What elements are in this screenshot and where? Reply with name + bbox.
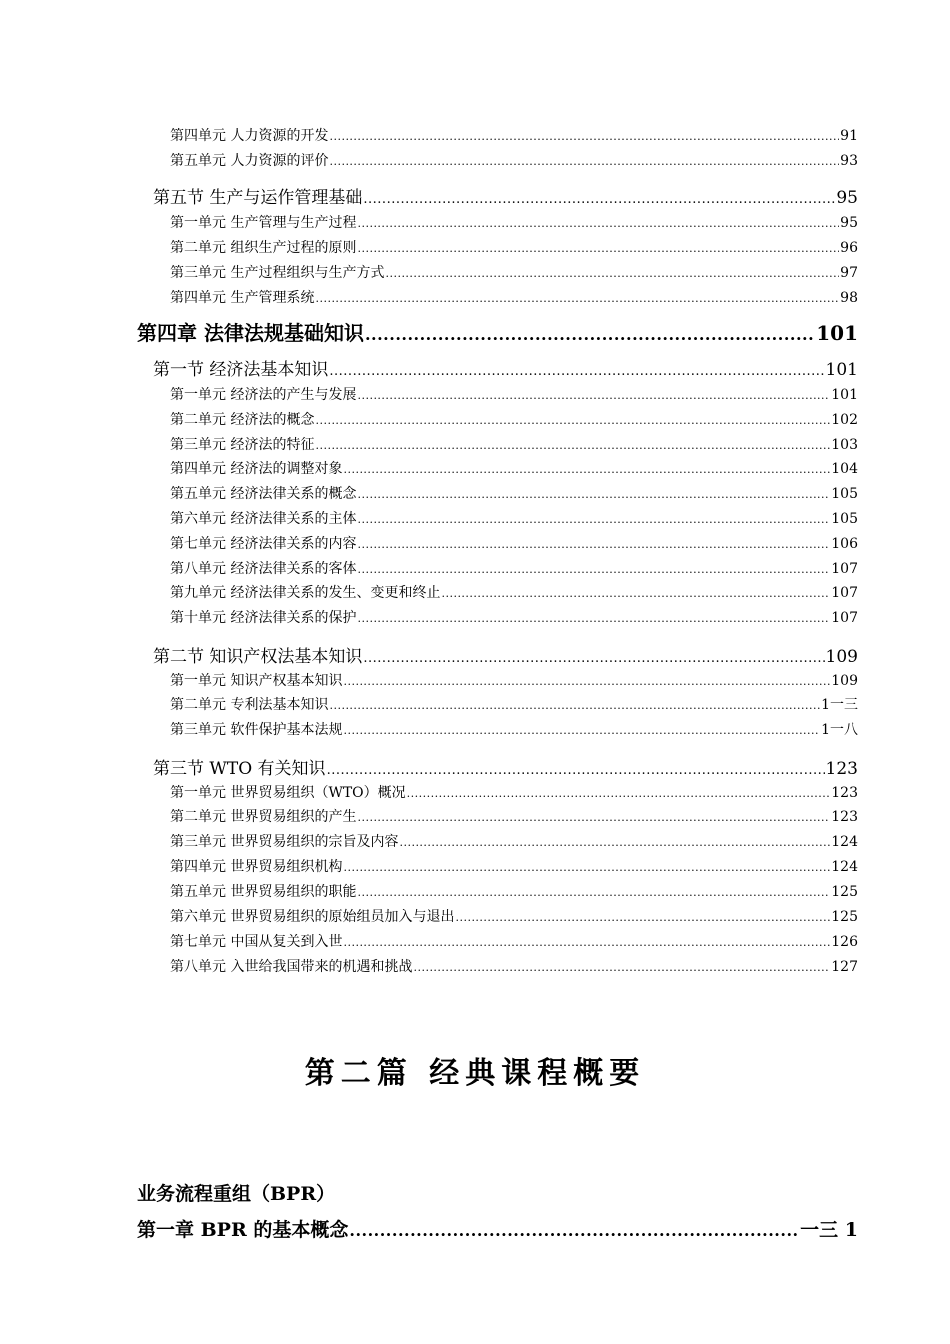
toc-entry-unit[interactable] — [170, 534, 858, 554]
toc-entry-unit[interactable] — [170, 559, 858, 579]
toc-entry-label: 第二节 知识产权法基本知识 — [153, 647, 363, 667]
toc-leader-dots — [343, 721, 820, 741]
toc-entry-unit[interactable] — [170, 459, 858, 479]
toc-entry-unit[interactable] — [170, 484, 858, 504]
toc-entry-label: 第四单元 生产管理系统 — [170, 290, 315, 306]
toc-entry-section[interactable] — [153, 645, 858, 669]
toc-entry-page: 93 — [840, 153, 858, 169]
toc-leader-dots — [327, 759, 825, 783]
toc-leader-dots — [365, 321, 815, 349]
toc-leader-dots — [455, 908, 830, 928]
toc-entry-page: 91 — [840, 128, 858, 144]
toc-entry-page: 1一三 — [821, 697, 858, 713]
toc-entry-label: 第五节 生产与运作管理基础 — [153, 188, 363, 208]
toc-entry-page: 101 — [825, 360, 858, 380]
toc-entry-label: 第五单元 世界贸易组织的职能 — [170, 884, 357, 900]
toc-entry-page: 125 — [831, 884, 858, 900]
toc-entry-label: 第八单元 入世给我国带来的机遇和挑战 — [170, 959, 413, 975]
toc-entry-page: 107 — [831, 561, 858, 577]
toc-entry-label: 第二单元 世界贸易组织的产生 — [170, 809, 357, 825]
toc-entry-page: 96 — [840, 240, 858, 256]
toc-entry-page: 104 — [831, 461, 858, 477]
toc-leader-dots — [329, 360, 824, 384]
toc-entry-page: 109 — [831, 673, 858, 689]
toc-leader-dots — [357, 510, 830, 530]
toc-leader-dots — [357, 883, 830, 903]
toc-entry-label: 第三节 WTO 有关知识 — [153, 759, 326, 779]
toc-entry-label: 第一单元 世界贸易组织（WTO）概况 — [170, 785, 406, 801]
toc-entry-unit[interactable] — [170, 509, 858, 529]
toc-entry-unit[interactable] — [170, 213, 858, 233]
toc-leader-dots — [363, 188, 835, 212]
toc-entry-unit[interactable] — [170, 832, 858, 852]
toc-leader-dots — [343, 460, 830, 480]
toc-entry-label: 第八单元 经济法律关系的客体 — [170, 561, 357, 577]
toc-leader-dots — [343, 858, 830, 878]
toc-entry-unit[interactable] — [170, 608, 858, 628]
toc-entry-page: 107 — [831, 610, 858, 626]
toc-entry-unit[interactable] — [170, 807, 858, 827]
toc-entry-unit[interactable] — [170, 695, 858, 715]
toc-entry-page: 127 — [831, 959, 858, 975]
toc-entry-section[interactable] — [153, 757, 858, 781]
toc-entry-label: 第七单元 经济法律关系的内容 — [170, 536, 357, 552]
toc-entry-page: 107 — [831, 585, 858, 601]
toc-entry-page: 103 — [831, 437, 858, 453]
toc-entry-label: 第一章 BPR 的基本概念 — [137, 1219, 349, 1241]
toc-leader-dots — [363, 647, 824, 671]
toc-entry-unit[interactable] — [170, 151, 858, 171]
toc-entry-label: 第四章 法律法规基础知识 — [137, 321, 364, 345]
toc-leader-dots — [407, 784, 831, 804]
toc-entry-chapter[interactable] — [137, 319, 858, 347]
toc-leader-dots — [343, 933, 830, 953]
toc-leader-dots — [315, 436, 830, 456]
toc-entry-chapter[interactable] — [137, 1216, 858, 1244]
toc-entry-label: 第四单元 世界贸易组织机构 — [170, 859, 343, 875]
toc-leader-dots — [357, 386, 830, 406]
toc-entry-label: 第五单元 人力资源的评价 — [170, 153, 329, 169]
toc-entry-unit[interactable] — [170, 385, 858, 405]
toc-entry-page: 101 — [816, 321, 858, 345]
toc-entry-unit[interactable] — [170, 671, 858, 691]
course-title: 业务流程重组（BPR） — [137, 1183, 336, 1205]
toc-entry-label: 第一节 经济法基本知识 — [153, 360, 329, 380]
toc-leader-dots — [385, 264, 839, 284]
toc-leader-dots — [343, 672, 830, 692]
toc-entry-page: 123 — [831, 785, 858, 801]
toc-entry-unit[interactable] — [170, 783, 858, 803]
toc-leader-dots — [357, 609, 830, 629]
toc-entry-label: 第七单元 中国从复关到入世 — [170, 934, 343, 950]
toc-leader-dots — [329, 127, 839, 147]
toc-entry-page: 95 — [840, 215, 858, 231]
toc-entry-label: 第二单元 专利法基本知识 — [170, 697, 329, 713]
toc-entry-page: 105 — [831, 486, 858, 502]
toc-entry-label: 第十单元 经济法律关系的保护 — [170, 610, 357, 626]
toc-leader-dots — [315, 411, 830, 431]
toc-entry-label: 第二单元 组织生产过程的原则 — [170, 240, 357, 256]
toc-entry-page: 101 — [831, 387, 858, 403]
part-title: 第二篇 经典课程概要 — [304, 1056, 646, 1091]
toc-entry-unit[interactable] — [170, 263, 858, 283]
toc-leader-dots — [349, 1217, 799, 1245]
toc-entry-page: 124 — [831, 859, 858, 875]
toc-leader-dots — [357, 808, 830, 828]
toc-entry-unit[interactable] — [170, 435, 858, 455]
toc-entry-page: 125 — [831, 909, 858, 925]
toc-entry-page: 124 — [831, 834, 858, 850]
toc-entry-unit[interactable] — [170, 720, 858, 740]
toc-entry-label: 第四单元 人力资源的开发 — [170, 128, 329, 144]
toc-entry-unit[interactable] — [170, 957, 858, 977]
toc-entry-page: 102 — [831, 412, 858, 428]
toc-leader-dots — [399, 833, 830, 853]
toc-entry-unit[interactable] — [170, 410, 858, 430]
toc-leader-dots — [413, 958, 830, 978]
toc-entry-unit[interactable] — [170, 238, 858, 258]
toc-entry-label: 第四单元 经济法的调整对象 — [170, 461, 343, 477]
toc-leader-dots — [357, 485, 830, 505]
toc-entry-label: 第六单元 经济法律关系的主体 — [170, 511, 357, 527]
toc-entry-unit[interactable] — [170, 288, 858, 308]
toc-entry-page: 109 — [825, 647, 858, 667]
toc-entry-page: 123 — [831, 809, 858, 825]
toc-entry-unit[interactable] — [170, 882, 858, 902]
toc-entry-page: 一三 1 — [800, 1219, 858, 1241]
toc-entry-page: 1一八 — [821, 722, 858, 738]
toc-entry-label: 第九单元 经济法律关系的发生、变更和终止 — [170, 585, 441, 601]
toc-entry-section[interactable] — [153, 186, 858, 210]
toc-entry-label: 第五单元 经济法律关系的概念 — [170, 486, 357, 502]
toc-entry-unit[interactable] — [170, 907, 858, 927]
toc-entry-page: 105 — [831, 511, 858, 527]
toc-entry-unit[interactable] — [170, 932, 858, 952]
toc-entry-unit[interactable] — [170, 857, 858, 877]
toc-leader-dots — [357, 535, 830, 555]
toc-entry-label: 第三单元 世界贸易组织的宗旨及内容 — [170, 834, 399, 850]
toc-leader-dots — [357, 239, 839, 259]
toc-entry-label: 第一单元 经济法的产生与发展 — [170, 387, 357, 403]
toc-leader-dots — [315, 289, 839, 309]
toc-leader-dots — [357, 214, 839, 234]
toc-entry-label: 第三单元 软件保护基本法规 — [170, 722, 343, 738]
toc-entry-section[interactable] — [153, 358, 858, 382]
toc-entry-page: 95 — [836, 188, 858, 208]
toc-entry-unit[interactable] — [170, 126, 858, 146]
toc-entry-page: 123 — [825, 759, 858, 779]
toc-entry-page: 126 — [831, 934, 858, 950]
toc-leader-dots — [329, 696, 820, 716]
toc-entry-label: 第一单元 知识产权基本知识 — [170, 673, 343, 689]
toc-entry-page: 106 — [831, 536, 858, 552]
toc-leader-dots — [329, 152, 839, 172]
toc-leader-dots — [441, 584, 830, 604]
toc-entry-page: 97 — [840, 265, 858, 281]
toc-entry-label: 第三单元 经济法的特征 — [170, 437, 315, 453]
toc-entry-label: 第三单元 生产过程组织与生产方式 — [170, 265, 385, 281]
toc-entry-label: 第一单元 生产管理与生产过程 — [170, 215, 357, 231]
toc-entry-page: 98 — [840, 290, 858, 306]
toc-entry-label: 第六单元 世界贸易组织的原始组员加入与退出 — [170, 909, 455, 925]
toc-leader-dots — [357, 560, 830, 580]
toc-entry-label: 第二单元 经济法的概念 — [170, 412, 315, 428]
toc-entry-unit[interactable] — [170, 583, 858, 603]
